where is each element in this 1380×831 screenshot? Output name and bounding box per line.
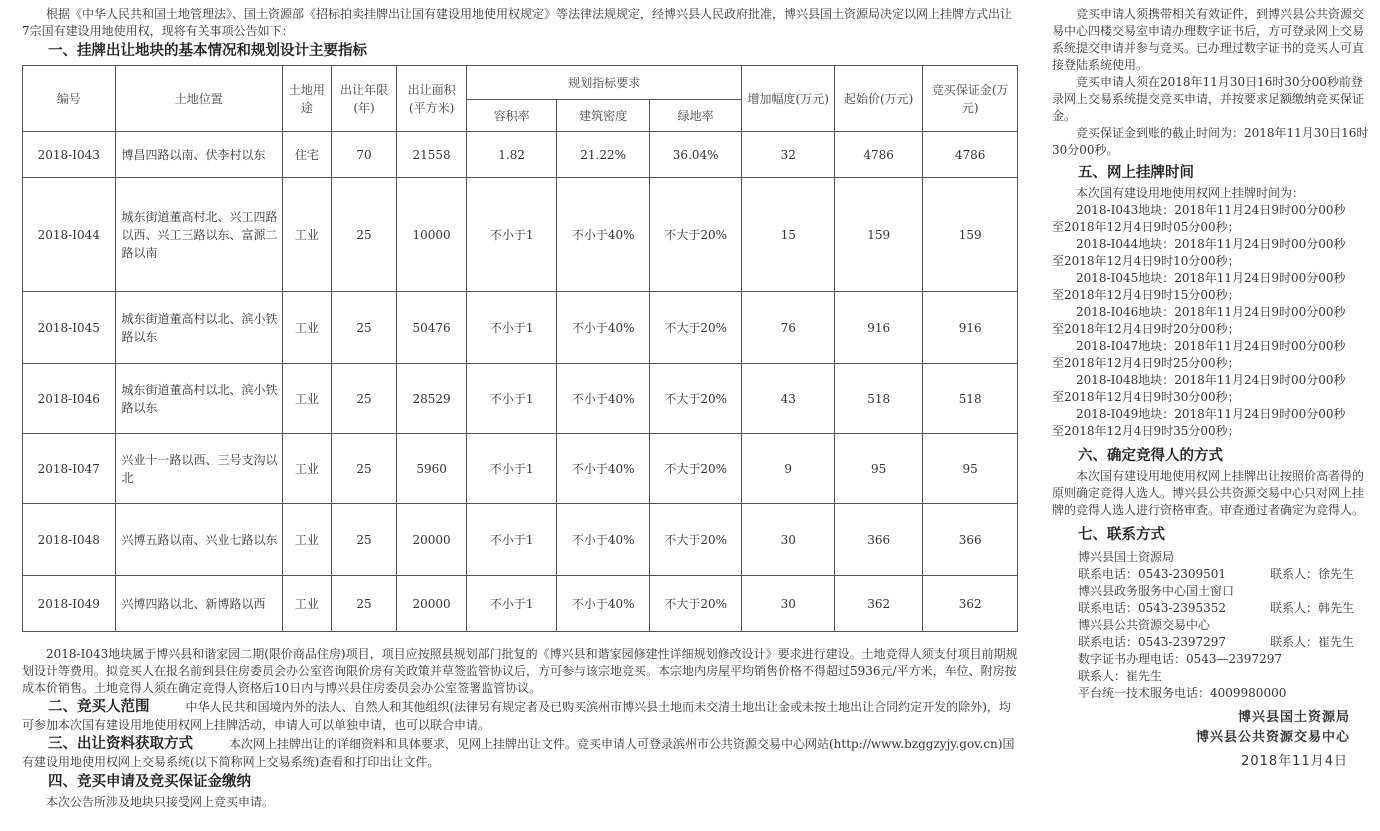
schedule-intro: 本次国有建设用地使用权网上挂牌时间为： [1076,186,1305,200]
cell-start-price: 362 [834,576,922,632]
cell-area: 5960 [397,434,467,504]
cell-green: 不大于20% [649,576,742,632]
platform-tel: 平台统一技术服务电话：4009980000 [1078,686,1287,700]
land-table [22,65,1018,632]
cell-green: 不大于20% [649,292,742,364]
section6-text: 本次国有建设用地使用权网上挂牌出让按照价高者得的原则确定竞得人选人。博兴县公共资源交易中心只对网上挂牌的竞得人选人进行资格审查。审查通过者确定为竞得人。 [1052,469,1365,517]
side-column [1052,6,1370,772]
note-paragraph: 2018-I043地块属于博兴县和谐家园二期(限价商品住房)项目，项目应按照县规划部门批复的《博兴县和谐家园修建性详细规划修改设计》要求进行建设。土地竞得人须支付项目前期规划设计等费用。拟竞买人在报名前到县住房委员会办公室咨询限价房有关政策并草签监管协议后，方可参与该宗地竞买。本宗地内房屋平均销售价格不得超过5936元/平方米，车位、附房按成本价销售。土地竞得人须在确定竞得人资格后10日内与博兴县住房委员会办公室签署监管协议。 [22,647,1018,695]
schedule-item-start: 2018-I048地块：2018年11月24日9时00分00秒 [1076,373,1346,387]
cell-years: 25 [331,434,397,504]
cell-years: 25 [331,504,397,576]
cell-increment: 9 [742,434,835,504]
section4-text: 本次公告所涉及地块只接受网上竞买申请。 [46,795,275,809]
cell-id: 2018-I049 [23,576,116,632]
contact-tel: 联系电话：0543-2309501 [1078,567,1227,581]
cell-id: 2018-I043 [23,132,116,178]
cell-use: 工业 [282,576,331,632]
contact-org: 博兴县国土资源局 [1078,550,1175,564]
cell-start-price: 4786 [834,132,922,178]
table-row [23,504,1018,576]
cell-deposit: 95 [923,434,1018,504]
schedule-item-start: 2018-I047地块：2018年11月24日9时00分00秒 [1076,339,1346,353]
intro-paragraph: 根据《中华人民共和国土地管理法》、国土资源部《招标拍卖挂牌出让国有建设用地使用权规定》等法律法规规定，经博兴县人民政府批准，博兴县国土资源局决定以网上挂牌方式出让7宗国有建设用地使用权，现将有关事项公告如下： [22,7,1013,38]
contact-block [1052,549,1370,702]
contact-person: 联系人：崔先生 [1270,635,1355,649]
cell-density: 不小于40% [557,178,650,292]
right-paragraph-2: 竞买申请人须在2018年11月30日16时30分00秒前登录网上交易系统提交竞买申请，并按要求足额缴纳竞买保证金。 [1052,75,1365,123]
col-area: 出让面积(平方米) [397,66,467,132]
cell-increment: 30 [742,504,835,576]
cell-density: 不小于40% [557,434,650,504]
section6-title: 六、确定竞得人的方式 [1078,448,1223,464]
cell-area: 28529 [397,364,467,434]
col-use: 土地用途 [282,66,331,132]
contact-person: 联系人：韩先生 [1270,601,1355,615]
cell-id: 2018-I048 [23,504,116,576]
section2-paragraph [22,697,1018,734]
cell-location: 博昌四路以南、伏李村以东 [115,132,282,178]
cell-years: 25 [331,576,397,632]
schedule-item-end: 至2018年12月4日9时25分00秒； [1052,356,1240,370]
right-paragraph-1: 竞买申请人须携带相关有效证件，到博兴县公共资源交易中心四楼交易室申请办理数字证书后，方可登录网上交易系统提交申请并参与竞买。已办理过数字证书的竞买人可直接登陆系统使用。 [1052,7,1365,72]
cell-location: 城东街道董高村北、兴工四路以西、兴工三路以东、富源二路以南 [115,178,282,292]
cell-density: 不小于40% [557,576,650,632]
contact-org: 博兴县公共资源交易中心 [1078,618,1211,632]
section5-title: 五、网上挂牌时间 [1078,165,1194,181]
col-id: 编号 [23,66,116,132]
table-row [23,576,1018,632]
col-location: 土地位置 [115,66,282,132]
cell-area: 10000 [397,178,467,292]
cell-use: 工业 [282,364,331,434]
cell-use: 工业 [282,292,331,364]
signature-date: 2018年11月4日 [1241,754,1348,769]
cell-deposit: 362 [923,576,1018,632]
right-paragraph-3: 竞买保证金到账的截止时间为：2018年11月30日16时30分00秒。 [1052,126,1369,157]
contact-org: 博兴县政务服务中心国土窗口 [1078,584,1235,598]
cell-increment: 32 [742,132,835,178]
signature-org1: 博兴县国土资源局 [1237,710,1350,725]
cell-density: 不小于40% [557,504,650,576]
cell-far: 不小于1 [466,434,556,504]
cell-density: 不小于40% [557,292,650,364]
signature-org2: 博兴县公共资源交易中心 [1195,730,1350,745]
col-green: 绿地率 [649,100,742,132]
cell-location: 兴业十一路以西、三号支沟以北 [115,434,282,504]
section4-title: 四、竞买申请及竞买保证金缴纳 [48,774,251,790]
cell-years: 25 [331,178,397,292]
section1-title: 一、挂牌出让地块的基本情况和规划设计主要指标 [48,43,367,59]
schedule-list [1052,185,1370,440]
schedule-item-start: 2018-I043地块：2018年11月24日9时00分00秒 [1076,203,1346,217]
cert-tel: 数字证书办理电话：0543—2397297 [1078,652,1282,666]
cell-increment: 15 [742,178,835,292]
cell-years: 25 [331,364,397,434]
cell-area: 21558 [397,132,467,178]
cell-deposit: 159 [923,178,1018,292]
cell-increment: 30 [742,576,835,632]
cell-far: 不小于1 [466,364,556,434]
cell-deposit: 518 [923,364,1018,434]
cell-use: 住宅 [282,132,331,178]
schedule-item-end: 至2018年12月4日9时15分00秒； [1052,288,1240,302]
schedule-item-start: 2018-I044地块：2018年11月24日9时00分00秒 [1076,237,1346,251]
col-start-price: 起始价(万元) [834,66,922,132]
section2-text: 中华人民共和国境内外的法人、自然人和其他组织(法律另有规定者及已购买滨州市博兴县土地而未交清土地出让金或未按土地出让合同约定开发的除外)，均可参加本次国有建设用地使用权网上挂牌活动，申请人可以单独申请，也可以联合申请。 [22,700,1011,732]
cell-far: 不小于1 [466,178,556,292]
cell-green: 不大于20% [649,504,742,576]
schedule-item-end: 至2018年12月4日9时10分00秒； [1052,254,1240,268]
cell-id: 2018-I044 [23,178,116,292]
cell-area: 20000 [397,576,467,632]
table-row [23,364,1018,434]
cell-location: 城东街道董高村以北、滨小铁路以东 [115,292,282,364]
section3-paragraph [22,734,1018,771]
cell-start-price: 159 [834,178,922,292]
cell-id: 2018-I045 [23,292,116,364]
cell-density: 21.22% [557,132,650,178]
cert-person: 联系人：崔先生 [1078,669,1163,683]
cell-far: 1.82 [466,132,556,178]
schedule-item-end: 至2018年12月4日9时05分00秒； [1052,220,1240,234]
cell-increment: 76 [742,292,835,364]
schedule-item-end: 至2018年12月4日9时35分00秒； [1052,424,1240,438]
cell-far: 不小于1 [466,576,556,632]
contact-person: 联系人：徐先生 [1270,567,1355,581]
cell-use: 工业 [282,434,331,504]
contact-row [1078,634,1370,651]
col-density: 建筑密度 [557,100,650,132]
cell-start-price: 95 [834,434,922,504]
contact-tel: 联系电话：0543-2395352 [1078,601,1227,615]
section7-title: 七、联系方式 [1078,527,1165,543]
cell-density: 不小于40% [557,364,650,434]
schedule-item-start: 2018-I046地块：2018年11月24日9时00分00秒 [1076,305,1346,319]
cell-years: 70 [331,132,397,178]
cell-id: 2018-I046 [23,364,116,434]
table-row [23,434,1018,504]
cell-start-price: 518 [834,364,922,434]
schedule-item-start: 2018-I049地块：2018年11月24日9时00分00秒 [1076,407,1346,421]
cell-area: 50476 [397,292,467,364]
section3-text: 本次网上挂牌出让的详细资料和具体要求，见网上挂牌出让文件。竞买申请人可登录滨州市公共资源交易中心网站(http://www.bzggzyjy.gov.cn)国有建设用地使用权网上交易系统(以下简称网上交易系统)查看和打印出让文件。 [22,737,1015,769]
cell-start-price: 916 [834,292,922,364]
col-increment: 增加幅度(万元) [742,66,835,132]
cell-deposit: 916 [923,292,1018,364]
contact-row [1078,566,1370,583]
cell-location: 兴博五路以南、兴业七路以东 [115,504,282,576]
contact-row [1078,600,1370,617]
cell-id: 2018-I047 [23,434,116,504]
cell-location: 兴博四路以北、新博路以西 [115,576,282,632]
cell-deposit: 4786 [923,132,1018,178]
cell-green: 36.04% [649,132,742,178]
cell-location: 城东街道董高村以北、滨小铁路以东 [115,364,282,434]
main-column [22,6,1018,811]
cell-green: 不大于20% [649,178,742,292]
col-plan: 规划指标要求 [466,66,742,100]
col-deposit: 竞买保证金(万元) [923,66,1018,132]
cell-far: 不小于1 [466,504,556,576]
contact-tel: 联系电话：0543-2397297 [1078,635,1227,649]
cell-far: 不小于1 [466,292,556,364]
cell-increment: 43 [742,364,835,434]
schedule-item-start: 2018-I045地块：2018年11月24日9时00分00秒 [1076,271,1346,285]
schedule-item-end: 至2018年12月4日9时30分00秒； [1052,390,1240,404]
table-row [23,178,1018,292]
cell-years: 25 [331,292,397,364]
table-row [23,292,1018,364]
cell-area: 20000 [397,504,467,576]
cell-use: 工业 [282,178,331,292]
cell-deposit: 366 [923,504,1018,576]
col-far: 容积率 [466,100,556,132]
cell-green: 不大于20% [649,364,742,434]
cell-use: 工业 [282,504,331,576]
section2-title: 二、竞买人范围 [48,699,150,715]
schedule-item-end: 至2018年12月4日9时20分00秒； [1052,322,1240,336]
table-row [23,132,1018,178]
cell-green: 不大于20% [649,434,742,504]
cell-start-price: 366 [834,504,922,576]
col-years: 出让年限(年) [331,66,397,132]
section3-title: 三、出让资料获取方式 [48,736,193,752]
